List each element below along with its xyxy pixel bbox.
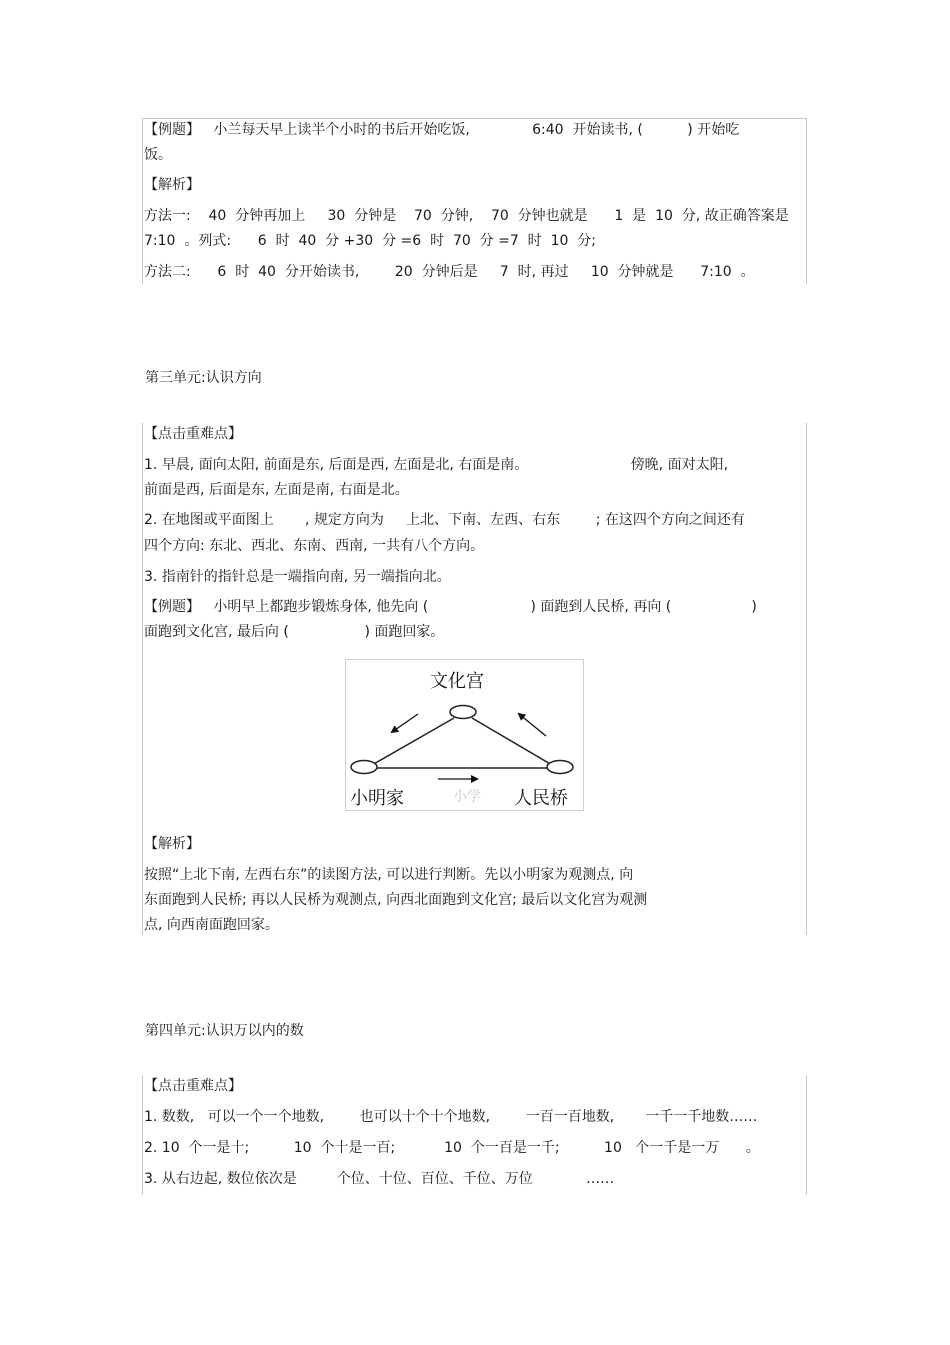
unit3-title: 第三单元:认识方向	[145, 370, 262, 386]
unit3-example-line-1: 【例题】 小明早上都跑步锻炼身体, 他先向 ( ) 面跑到人民桥, 再向 ( )	[144, 599, 757, 615]
section-top-rule	[142, 118, 807, 119]
label-culture-palace: 文化宫	[430, 671, 484, 692]
example-line-2: 饭。	[144, 147, 172, 163]
unit3-example-line-2: 面跑到文化宫, 最后向 ( ) 面跑回家。	[144, 624, 445, 640]
unit3-right-rule	[806, 423, 807, 935]
label-xiaoming-home: 小明家	[350, 788, 404, 809]
unit3-point-1-line-1: 1. 早晨, 面向太阳, 前面是东, 后面是西, 左面是北, 右面是南。 傍晚, 面对太阳,	[144, 457, 729, 473]
unit3-point-2-line-2: 四个方向: 东北、西北、东南、西南, 一共有八个方向。	[144, 538, 485, 554]
unit3-analysis-line-2: 东面跑到人民桥; 再以人民桥为观测点, 向西北面跑到文化宫; 最后以文化宫为观测	[144, 892, 648, 908]
direction-diagram-svg	[346, 660, 583, 810]
unit4-point-2: 2. 10 个一是十; 10 个十是一百; 10 个一百是一千; 10 个一千是一万 。	[144, 1140, 760, 1156]
arrow-southwest	[392, 714, 418, 732]
method-one-line-1: 方法一: 40 分钟再加上 30 分钟是 70 分钟, 70 分钟也就是 1 是 10 分, 故正确答案是	[144, 208, 789, 224]
section-left-rule	[142, 118, 143, 284]
analysis-heading: 【解析】	[144, 177, 200, 193]
section-right-rule	[806, 118, 807, 284]
node-culture-palace	[450, 706, 476, 719]
unit3-point-2-line-1: 2. 在地图或平面图上 , 规定方向为 上北、下南、左西、右东 ; 在这四个方向之间还有	[144, 512, 745, 528]
unit3-point-3: 3. 指南针的指针总是一端指向南, 另一端指向北。	[144, 569, 451, 585]
unit4-point-1: 1. 数数, 可以一个一个地数, 也可以十个十个地数, 一百一百地数, 一千一千地数……	[144, 1109, 758, 1125]
arrow-northwest	[519, 714, 546, 736]
direction-diagram	[345, 659, 584, 811]
node-xiaoming-home	[351, 761, 377, 774]
unit3-analysis-line-3: 点, 向西南面跑回家。	[144, 917, 279, 933]
unit3-analysis-heading: 【解析】	[144, 836, 200, 852]
example-line-1: 【例题】 小兰每天早上读半个小时的书后开始吃饭, 6:40 开始读书, ( ) 开始吃	[144, 122, 740, 138]
method-one-line-2: 7:10 。列式: 6 时 40 分 +30 分 =6 时 70 分 =7 时 10 分;	[144, 233, 596, 249]
unit3-analysis-line-1: 按照“上北下南, 左西右东”的读图方法, 可以进行判断。先以小明家为观测点, 向	[144, 867, 634, 883]
method-two-line: 方法二: 6 时 40 分开始读书, 20 分钟后是 7 时, 再过 10 分钟就是 7:10 。	[144, 264, 755, 280]
unit4-right-rule	[806, 1075, 807, 1195]
unit4-title: 第四单元:认识万以内的数	[145, 1023, 304, 1039]
path-bridge-to-palace	[472, 718, 552, 765]
unit4-left-rule	[142, 1075, 143, 1195]
watermark-text: 小学	[453, 789, 481, 805]
unit3-key-heading: 【点击重难点】	[144, 426, 242, 442]
node-people-bridge	[547, 761, 573, 774]
unit4-point-3: 3. 从右边起, 数位依次是 个位、十位、百位、千位、万位 ……	[144, 1171, 615, 1187]
unit3-left-rule	[142, 423, 143, 935]
path-palace-to-home	[372, 718, 454, 765]
unit3-point-1-line-2: 前面是西, 后面是东, 左面是南, 右面是北。	[144, 482, 409, 498]
unit4-key-heading: 【点击重难点】	[144, 1078, 242, 1094]
label-people-bridge: 人民桥	[514, 788, 568, 809]
